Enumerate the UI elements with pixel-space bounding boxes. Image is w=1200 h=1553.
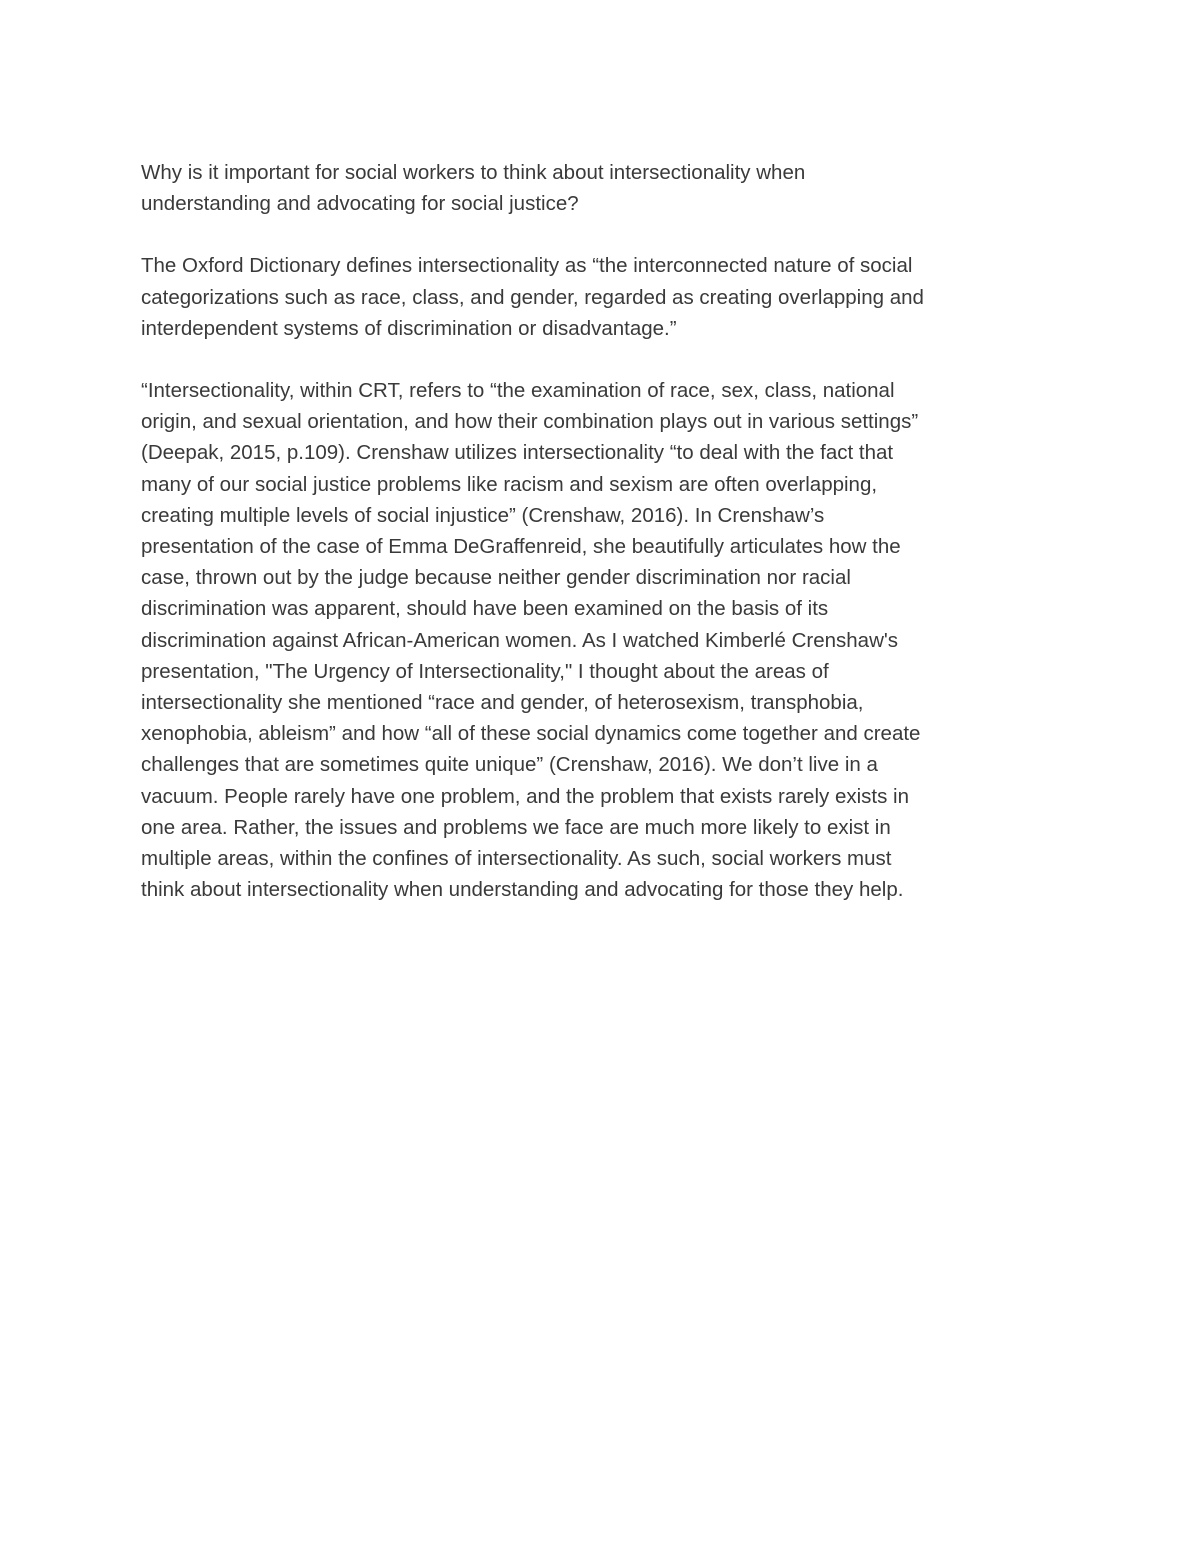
- paragraph-line: many of our social justice problems like racism and sexism are often overlapping,: [141, 472, 878, 496]
- paragraph-line: creating multiple levels of social injustice” (Crenshaw, 2016). In Crenshaw’s: [141, 503, 825, 527]
- paragraph-line: multiple areas, within the confines of intersectionality. As such, social workers must: [141, 847, 892, 871]
- paragraph-line: vacuum. People rarely have one problem, and the problem that exists rarely exists in: [141, 784, 909, 808]
- question-heading: [141, 157, 1061, 219]
- paragraph-line: xenophobia, ableism” and how “all of these social dynamics come together and create: [141, 722, 921, 746]
- paragraph-line: intersectionality she mentioned “race and gender, of heterosexism, transphobia,: [141, 691, 864, 715]
- discussion-paragraph: [141, 375, 1061, 905]
- paragraph-line: presentation, "The Urgency of Intersectionality," I thought about the areas of: [141, 659, 829, 683]
- paragraph-line: one area. Rather, the issues and problems we face are much more likely to exist in: [141, 815, 891, 839]
- paragraph-line: The Oxford Dictionary defines intersectionality as “the interconnected nature of social: [141, 254, 913, 278]
- paragraph-line: presentation of the case of Emma DeGraffenreid, she beautifully articulates how the: [141, 535, 901, 559]
- paragraph-line: think about intersectionality when understanding and advocating for those they help.: [141, 878, 904, 902]
- paragraph-line: (Deepak, 2015, p.109). Crenshaw utilizes intersectionality “to deal with the fact that: [141, 441, 894, 465]
- question-line: understanding and advocating for social justice?: [141, 192, 579, 216]
- paragraph-line: discrimination against African-American women. As I watched Kimberlé Crenshaw's: [141, 628, 899, 652]
- paragraph-line: origin, and sexual orientation, and how their combination plays out in various settings”: [141, 410, 919, 434]
- document-body: [141, 157, 1061, 905]
- paragraph-line: categorizations such as race, class, and gender, regarded as creating overlapping and: [141, 285, 924, 309]
- paragraph-line: case, thrown out by the judge because neither gender discrimination nor racial: [141, 566, 851, 590]
- paragraph-line: “Intersectionality, within CRT, refers to “the examination of race, sex, class, national: [141, 379, 895, 403]
- paragraph-line: discrimination was apparent, should have been examined on the basis of its: [141, 597, 829, 621]
- paragraph-line: interdependent systems of discrimination or disadvantage.”: [141, 316, 677, 340]
- definition-paragraph: [141, 250, 1061, 344]
- paragraph-line: challenges that are sometimes quite unique” (Crenshaw, 2016). We don’t live in a: [141, 753, 878, 777]
- question-line: Why is it important for social workers to think about intersectionality when: [141, 161, 806, 184]
